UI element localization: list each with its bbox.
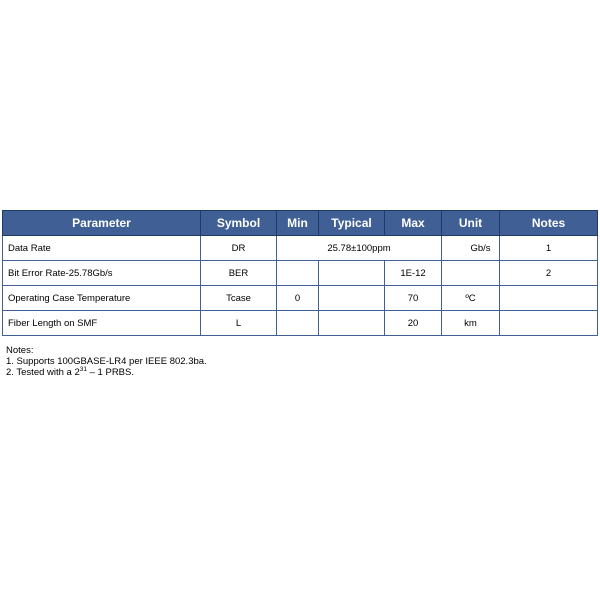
cell-notes: 2 [500,261,598,286]
cell-parameter: Data Rate [3,236,201,261]
cell-notes [500,286,598,311]
cell-notes [500,311,598,336]
note-2-prefix: 2. Tested with a 2 [6,367,80,378]
note-2-suffix: – 1 PRBS. [87,367,134,378]
cell-symbol: DR [201,236,277,261]
header-notes: Notes [500,211,598,236]
cell-symbol: BER [201,261,277,286]
cell-parameter: Fiber Length on SMF [3,311,201,336]
note-2 [6,367,207,378]
note-1: 1. Supports 100GBASE-LR4 per IEEE 802.3ba. [6,356,207,367]
cell-typical [319,286,385,311]
cell-symbol: L [201,311,277,336]
table-row [3,311,598,336]
cell-min: 0 [277,286,319,311]
cell-typical [319,261,385,286]
cell-min [277,311,319,336]
cell-typical: 25.78±100ppm [277,236,442,261]
spec-table [2,210,598,336]
table-row [3,286,598,311]
cell-max: 1E-12 [385,261,442,286]
cell-min [277,261,319,286]
header-symbol: Symbol [201,211,277,236]
cell-typical [319,311,385,336]
cell-unit: Gb/s [442,236,500,261]
table-header-row [3,211,598,236]
table-row [3,261,598,286]
notes-section [6,345,207,378]
header-max: Max [385,211,442,236]
cell-notes: 1 [500,236,598,261]
table-row [3,236,598,261]
header-parameter: Parameter [3,211,201,236]
cell-unit [442,261,500,286]
note-2-exponent: 31 [79,365,87,373]
cell-unit: km [442,311,500,336]
cell-unit: ºC [442,286,500,311]
header-typical: Typical [319,211,385,236]
header-min: Min [277,211,319,236]
cell-parameter: Operating Case Temperature [3,286,201,311]
header-unit: Unit [442,211,500,236]
cell-parameter: Bit Error Rate-25.78Gb/s [3,261,201,286]
cell-symbol: Tcase [201,286,277,311]
cell-max: 20 [385,311,442,336]
notes-title: Notes: [6,345,34,356]
cell-max: 70 [385,286,442,311]
